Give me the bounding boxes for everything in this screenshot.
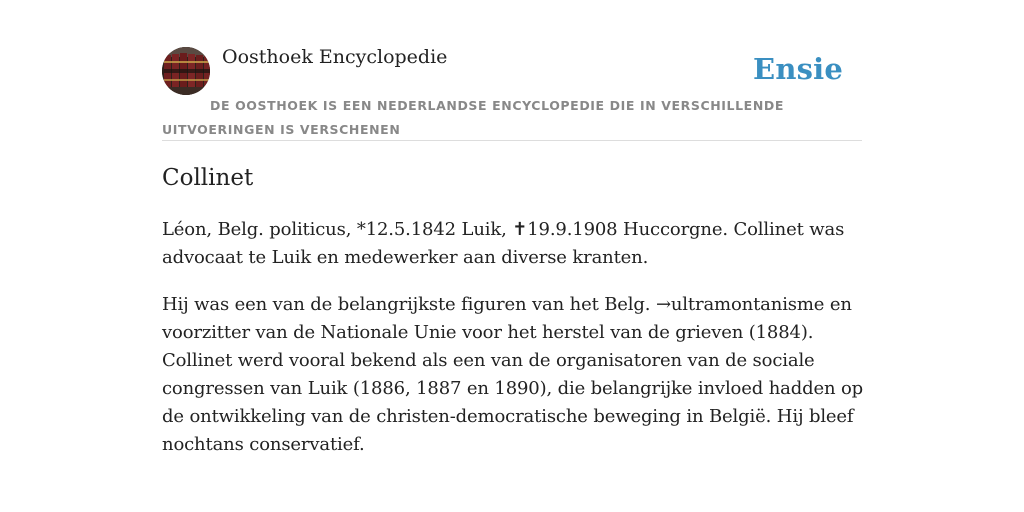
paragraph-text: Hij was een van de belangrijkste figuren van het Belg. (162, 294, 656, 315)
article-title: Collinet (162, 165, 254, 191)
brand-logo[interactable]: Ensie (753, 52, 843, 86)
cross-reference-link[interactable]: →ultramontanisme (655, 294, 825, 315)
paragraph-text: en voorzitter van de Nationale Unie voor het herstel van de grieven (1884). Collinet werd vooral bekend als een van de organisatoren van de sociale congressen van Luik (1886, 1887 en 1890), die belangrijke invloed hadden op de ontwikkeling van de christen-democratische beweging in België. Hij bleef nochtans conservatief. (162, 294, 864, 455)
article-paragraph (162, 291, 872, 459)
article (162, 160, 872, 459)
site-header (162, 44, 862, 141)
article-paragraph: Léon, Belg. politicus, *12.5.1842 Luik, ✝19.9.1908 Huccorgne. Collinet was advocaat te Luik en medewerker aan diverse kranten. (162, 219, 845, 268)
site-name[interactable]: Oosthoek Encyclopedie (222, 46, 448, 68)
site-tagline: DE OOSTHOEK IS EEN NEDERLANDSE ENCYCLOPEDIE DIE IN VERSCHILLENDE UITVOERINGEN IS VERSCHENEN (162, 98, 784, 137)
encyclopedia-books-icon[interactable] (162, 47, 210, 95)
